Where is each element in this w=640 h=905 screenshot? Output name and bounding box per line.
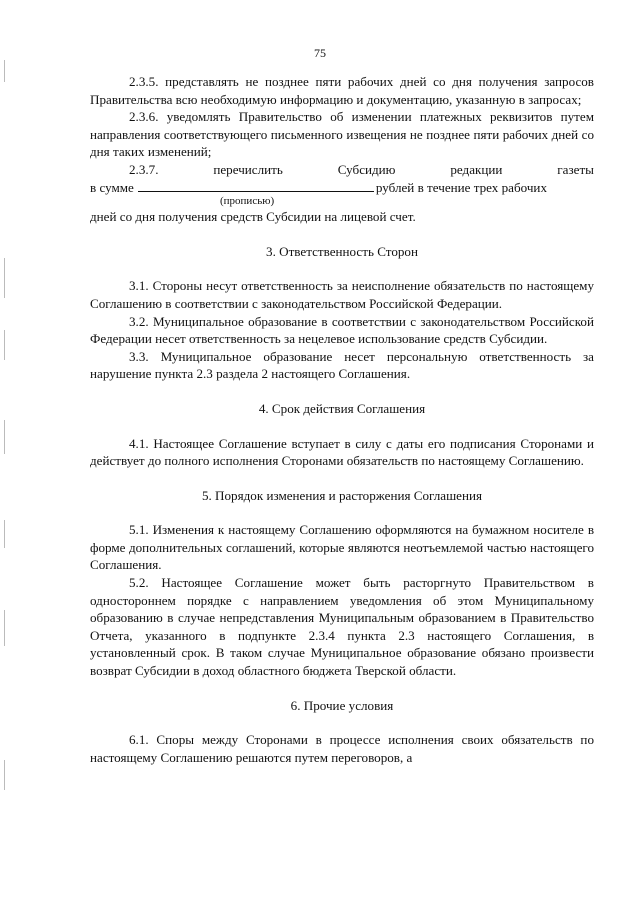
clause-2-3-7-first-line (90, 161, 594, 179)
scan-mark (4, 760, 5, 790)
sum-prefix: в сумме (90, 179, 134, 195)
clause-2-3-7 (90, 161, 594, 226)
clause-word: Субсидию (337, 161, 396, 177)
sum-blank-field (138, 179, 374, 192)
document-body (90, 73, 594, 766)
clause-5-2: 5.2. Настоящее Соглашение может быть расторгнуто Правительством в одностороннем порядке с направлением уведомления об этом Муниципальному образованию в случае непредставления Муниципальным образованием в Правительство Отчета, указанного в подпункте 2.3.4 пункта 2.3 настоящего Соглашения, в установленный срок. В таком случае Муниципальное образование обязано произвести возврат Субсидии в доход областного бюджета Тверской области. (90, 575, 594, 679)
section-5-heading: 5. Порядок изменения и расторжения Соглашения (201, 487, 483, 503)
scan-margin-marks (4, 0, 7, 905)
clause-2-3-7-tail: дней со дня получения средств Субсидии на лицевой счет. (90, 209, 416, 225)
page-number: 75 (314, 46, 326, 60)
scan-mark (4, 610, 5, 646)
clause-3-2: 3.2. Муниципальное образование в соответствии с законодательством Российской Федерации несет ответственность за нецелевое использование средств Субсидии. (90, 313, 594, 347)
scan-mark (4, 258, 5, 298)
clause-2-3-6: 2.3.6. уведомлять Правительство об изменении платежных реквизитов путем направления соответствующего письменного извещения не позднее пяти рабочих дней со дня таких изменений; (90, 109, 594, 160)
clause-2-3-5: 2.3.5. представлять не позднее пяти рабочих дней со дня получения запросов Правительства всю необходимую информацию и документацию, указанную в запросах; (90, 74, 594, 107)
scan-mark (4, 520, 5, 548)
clause-3-1: 3.1. Стороны несут ответственность за неисполнение обязательств по настоящему Соглашению в соответствии с законодательством Российской Федерации. (90, 278, 594, 311)
clause-number: 2.3.7. (129, 161, 159, 177)
section-3-heading: 3. Ответственность Сторон (266, 243, 418, 259)
clause-3-3: 3.3. Муниципальное образование несет персональную ответственность за нарушение пункта 2.3 раздела 2 настоящего Соглашения. (90, 348, 594, 382)
clause-word: газеты (557, 161, 594, 177)
sum-suffix: рублей в течение трех рабочих (375, 179, 547, 195)
clause-word: перечислить (213, 161, 283, 177)
sum-hint: (прописью) (220, 195, 275, 208)
section-4-heading: 4. Срок действия Соглашения (258, 400, 426, 416)
clause-5-1: 5.1. Изменения к настоящему Соглашению оформляются на бумажном носителе в форме дополнительных соглашений, которые являются неотъемлемой частью настоящего Соглашения. (90, 522, 594, 573)
sum-line (90, 179, 594, 197)
clause-word: редакции (450, 161, 503, 177)
scan-mark (4, 60, 5, 82)
clause-6-1: 6.1. Споры между Сторонами в процессе исполнения своих обязательств по настоящему Соглашению решаются путем переговоров, а (90, 732, 594, 765)
clause-4-1: 4.1. Настоящее Соглашение вступает в силу с даты его подписания Сторонами и действует до полного исполнения Сторонами обязательств по настоящему Соглашению. (90, 435, 594, 469)
scan-mark (4, 420, 5, 454)
scan-mark (4, 330, 5, 360)
section-6-heading: 6. Прочие условия (290, 697, 394, 713)
